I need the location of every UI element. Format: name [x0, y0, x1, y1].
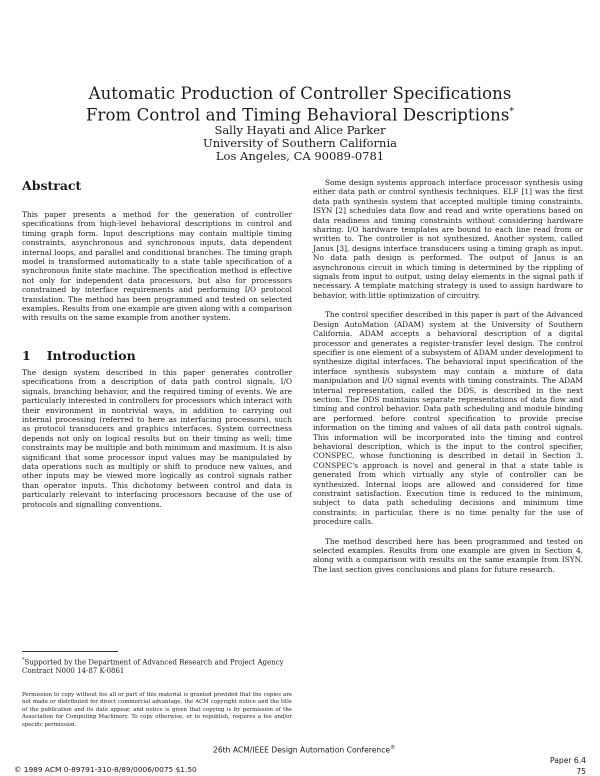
footnote-mark: *	[22, 657, 25, 663]
intro-heading	[22, 348, 136, 363]
title-line-1: Automatic Production of Controller Specifications	[88, 84, 512, 103]
author-names: Sally Hayati and Alice Parker	[214, 123, 386, 137]
title-line-2	[0, 103, 600, 125]
abstract-paragraph: This paper presents a method for the generation of controller specifications from high-level behavioral descriptions in control and timing graph form. Input descriptions may contain multiple timing constraints, asynchronous and synchronous inputs, data dependent internal loops, and parallel and conditional branches. The timing graph model is transformed automatically to a state table specification of a synchronous finite state machine. The specification method is effective not only for independent data processors, but also for processors constrained by interface requirements and performing I/O protocol translation. The method has been programmed and tested on selected examples. Results from one example are given along with a comparison with results on the same example from another system.	[22, 210, 292, 323]
abstract-body	[22, 210, 292, 323]
footnote-rule	[22, 651, 118, 652]
title-footnote-mark: *	[509, 107, 515, 117]
permission-notice: Permission to copy without fee all or part of this material is granted provided that the copies are not made or distributed for direct commercial advantage, the ACM copyright notice and the title of the publication and its date appear, and notice is given that copying is by permission of the Association for Computing Machinery. To copy otherwise, or to republish, requires a fee and/or specific permission.	[22, 692, 292, 728]
conference-mark: ®	[390, 745, 396, 751]
paper-title	[0, 84, 600, 125]
intro-body	[22, 368, 292, 509]
author-affiliation: University of Southern California	[203, 136, 397, 150]
intro-section-number: 1	[22, 348, 31, 363]
right-paragraph-1: Some design systems approach interface processor synthesis using either data path or control synthesis techniques. ELF [1] was the first data path synthesis system that accepted multiple timing constraints. ISYN [2] schedules data flow and read and write operations based on data readiness and timing constraints without considering hardware sharing. I/O hardware templates are bound to each line read from or written to. The controller is not synthesized. Another system, called Janus [3], designs interface transducers using a timing graph as input. No data path design is performed. The output of Janus is an asynchronous circuit in which timing is determined by the rippling of signals from input to output, using delay elements in the signal path if necessary. A template matching strategy is used to assign hardware to behavior, with little optimization of circuitry.	[313, 178, 583, 300]
intro-section-title: Introduction	[46, 348, 136, 363]
conference-name: 26th ACM/IEEE Design Automation Conference	[213, 745, 391, 755]
footnote	[22, 656, 292, 676]
author-block	[0, 124, 600, 163]
right-paragraph-2: The control specifier described in this paper is part of the Advanced Design AutoMation (ADAM) system at the University of Southern California. ADAM accepts a behavioral description of a digital processor and generates a register-transfer level design. The control specifier is one element of a subsystem of ADAM under development to synthesize digital interfaces. The behavioral input specification of the interface synthesis subsystem may contain a mixture of data manipulation and I/O signal events with timing constraints. The ADAM internal representation, called the DDS, is described in the next section. The DDS maintains separate representations of data flow and timing and control behavior. Data path scheduling and module binding are performed before control specification to provide precise information on the timing and values of all data path control signals. This information will be incorporated into the timing and control behavioral description, which is the input to the control specifier, CONSPEC, whose functioning is described in detail in Section 3. CONSPEC's approach is novel and general in that a state table is generated from which virtually any style of controller can be synthesized. Internal loops are allowed and considered for time constraint satisfaction. Execution time is reduced to the minimum, subject to data path scheduling decisions and minimum time constraints; in particular, there is no time penalty for the use of procedure calls.	[313, 310, 583, 527]
title-line-2-text: From Control and Timing Behavioral Descriptions	[85, 105, 510, 125]
paper-number: Paper 6.4	[550, 756, 586, 765]
copyright-line: © 1989 ACM 0-89791-310-8/89/0006/0075 $1.50	[14, 765, 197, 774]
abstract-heading: Abstract	[22, 178, 82, 193]
intro-paragraph: The design system described in this paper generates controller specifications from a description of data path control signals, I/O signals, branching behavior, and the required timing of events. We are particularly interested in controllers for processors which interact with their environment in nontrivial ways, in addition to carrying out internal processing (referred to here as interfacing processors), such as protocol transducers and graphics interfaces. System correctness depends not only on logical results but on their timing as well; time constraints may be multiple and both minimum and maximum. It is also significant that some processor input values may be manipulated by data operations such as multiply or shift to produce new values, and other inputs may be viewed more logically as control signals rather than operator inputs. This dichotomy between control and data is particularly relevant to interfacing processors because of the use of protocols and signalling conventions.	[22, 368, 292, 509]
conference-footer	[213, 745, 395, 755]
right-column-body	[313, 178, 583, 574]
author-location: Los Angeles, CA 90089-0781	[215, 149, 385, 163]
footnote-text: Supported by the Department of Advanced Research and Project Agency Contract N000 14-87 K-0861	[22, 658, 284, 675]
page-number: 75	[576, 767, 586, 776]
right-paragraph-3: The method described here has been programmed and tested on selected examples. Results from one example are given in Section 4, along with a comparison with results on the same example from ISYN. The last section gives conclusions and plans for future research.	[313, 536, 583, 574]
